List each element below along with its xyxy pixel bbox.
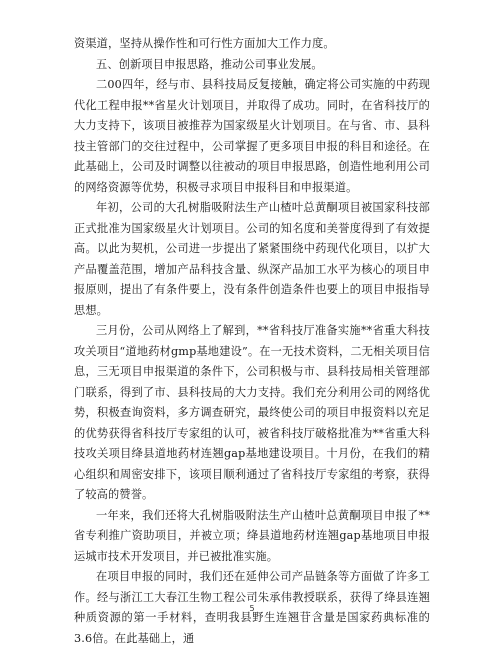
paragraph: 一年来，我们还将大孔树脂吸附法生产山楂叶总黄酮项目申报了**省专利推广资助项目，并被立项；绛县道地药材连翘gap基地项目申报运城市技术开发项目，并已被批准实施。 <box>74 508 430 563</box>
document-page <box>74 0 430 647</box>
page-number: 5 <box>249 604 255 613</box>
paragraph-continuation: 资渠道，坚持从操作性和可行性方面加大工作力度。 <box>74 37 335 50</box>
paragraph: 二00四年，经与市、县科技局反复接触，确定将公司实施的中药现代化工程申报**省星火计划项目，并取得了成功。同时，在省科技厅的大力支持下，该项目被推荐为国家级星火计划项目。在与省、市、县科技主管部门的交往过程中，公司掌握了更多项目申报的科目和途径。在此基础上，公司及时调整以往被动的项目申报思路，创造性地利用公司的网络资源等优势，积极寻求项目申报科目和申报渠道。 <box>74 78 430 194</box>
paragraph: 三月份，公司从网络上了解到，**省科技厅准备实施**省重大科技攻关项目“道地药材gmp基地建设”。在一无技术资料，二无相关项目信息，三无项目申报渠道的条件下，公司积极与市、县科技局相关管理部门联系，得到了市、县科技局的大力支持。我们充分利用公司的网络优势，积极查询资料，多方调查研究，最终使公司的项目申报资料以充足的优势获得省科技厅专家组的认可，被省科技厅破格批准为**省重大科技攻关项目绛县道地药材连翘gap基地建设项目。十月份，在我们的精心组织和周密安排下，该项目顺利通过了省科技厅专家组的考察，获得了较高的赞誉。 <box>74 324 430 501</box>
body-text <box>74 34 430 649</box>
paragraph: 年初，公司的大孔树脂吸附法生产山楂叶总黄酮项目被国家科技部正式批准为国家级星火计划项目。公司的知名度和美誉度得到了有效提高。以此为契机，公司进一步提出了紧紧围绕中药现代化项目，以扩大产品覆盖范围，增加产品科技含量、纵深产品加工水平为核心的项目申报原则，提出了有条件要上，没有条件创造条件也要上的项目申报指导思想。 <box>74 201 430 317</box>
section-heading: 五、创新项目申报思路，推动公司事业发展。 <box>96 57 323 71</box>
paragraph: 在项目申报的同时，我们还在延伸公司产品链条等方面做了许多工作。经与浙江工大春江生物工程公司朱承伟教授联系，获得了绛县连翘种质资源的第一手材料，查明我县野生连翘苷含量是国家药典标准的3.6倍。在此基础上，通 <box>74 570 430 645</box>
